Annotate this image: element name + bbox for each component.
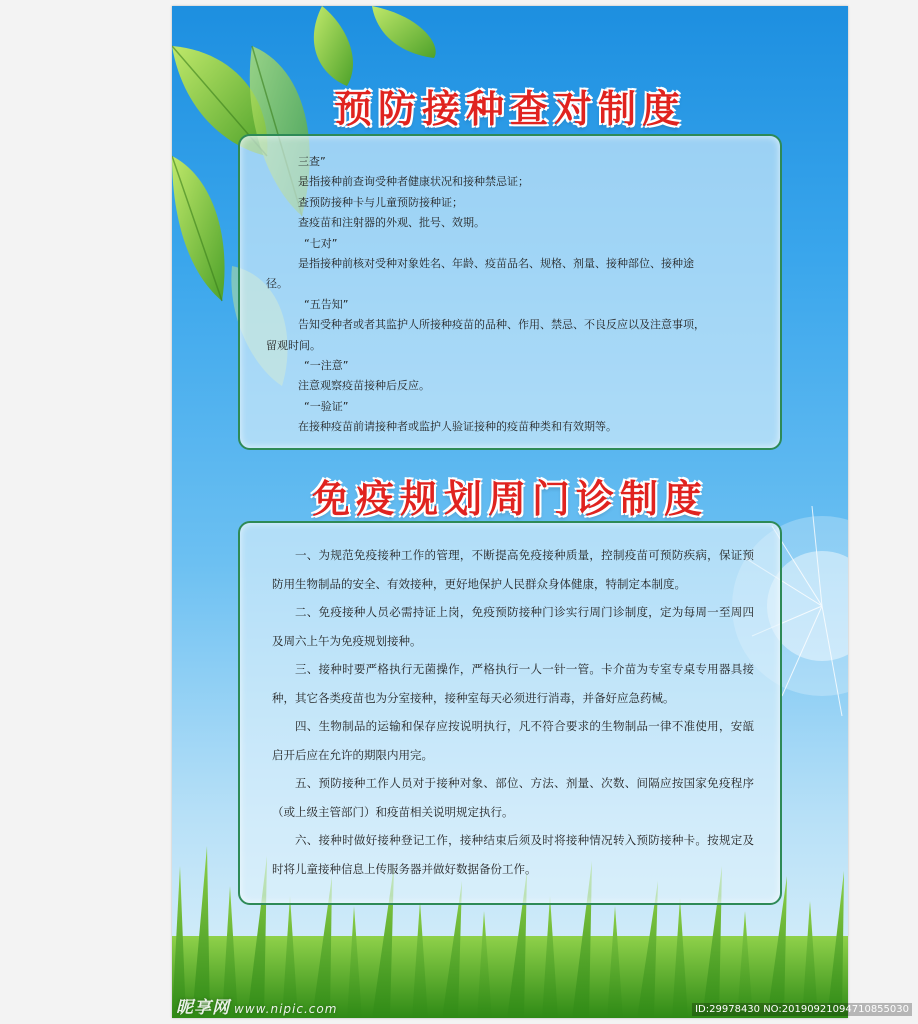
clinic-rules-panel <box>238 521 782 905</box>
rule-paragraph: 一、为规范免疫接种工作的管理，不断提高免疫接种质量，控制疫苗可预防疾病，保证预防用生物制品的安全、有效接种，更好地保护人民群众身体健康，特制定本制度。 <box>272 548 754 591</box>
rule-line: 是指接种前核对受种对象姓名、年龄、疫苗品名、规格、剂量、接种部位、接种途 <box>298 257 694 271</box>
inspection-rules-text <box>260 152 762 438</box>
rule-line: 查疫苗和注射器的外观、批号、效期。 <box>298 216 485 230</box>
rule-paragraph: 四、生物制品的运输和保存应按说明执行，凡不符合要求的生物制品一律不准使用，安瓿启开后应在允许的期限内用完。 <box>272 719 754 762</box>
rule-heading: “一注意” <box>304 359 349 373</box>
rule-paragraph: 六、接种时做好接种登记工作，接种结束后须及时将接种情况转入预防接种卡。按规定及时将儿童接种信息上传服务器并做好数据备份工作。 <box>272 833 754 876</box>
clinic-rules-text <box>272 541 754 883</box>
rule-line: 径。 <box>266 277 288 291</box>
rule-line: 留观时间。 <box>266 338 321 352</box>
rule-heading: “五告知” <box>304 297 349 311</box>
watermark-url: www.nipic.com <box>234 1002 338 1016</box>
rule-heading: “一验证” <box>304 399 349 413</box>
rule-paragraph: 五、预防接种工作人员对于接种对象、部位、方法、剂量、次数、间隔应按国家免疫程序（或上级主管部门）和疫苗相关说明规定执行。 <box>272 776 754 819</box>
rule-heading: “七对” <box>304 236 338 250</box>
site-watermark <box>176 993 337 1018</box>
rule-paragraph: 三、接种时要严格执行无菌操作，严格执行一人一针一管。卡介苗为专室专桌专用器具接种，其它各类疫苗也为分室接种，接种室每天必须进行消毒，并备好应急药械。 <box>272 662 754 705</box>
watermark-brand: 昵享网 <box>176 998 230 1018</box>
rule-line: 注意观察疫苗接种后反应。 <box>298 379 430 393</box>
rule-line: 查预防接种卡与儿童预防接种证； <box>298 195 463 209</box>
rule-line: 是指接种前查询受种者健康状况和接种禁忌证； <box>298 175 529 189</box>
rule-paragraph: 二、免疫接种人员必需持证上岗，免疫预防接种门诊实行周门诊制度，定为每周一至周四及周六上午为免疫规划接种。 <box>272 605 754 648</box>
inspection-rules-panel <box>238 134 782 450</box>
image-id-label: ID:29978430 NO:20190921094710855030 <box>692 1003 912 1016</box>
rule-line: 在接种疫苗前请接种者或监护人验证接种的疫苗种类和有效期等。 <box>298 420 617 434</box>
poster <box>172 6 848 1018</box>
rule-line: 告知受种者或者其监护人所接种疫苗的品种、作用、禁忌、不良反应以及注意事项， <box>298 318 705 332</box>
section2-title: 免疫规划周门诊制度 <box>311 476 708 521</box>
rule-line: 三查” <box>298 155 326 168</box>
section1-title: 预防接种查对制度 <box>333 86 686 131</box>
